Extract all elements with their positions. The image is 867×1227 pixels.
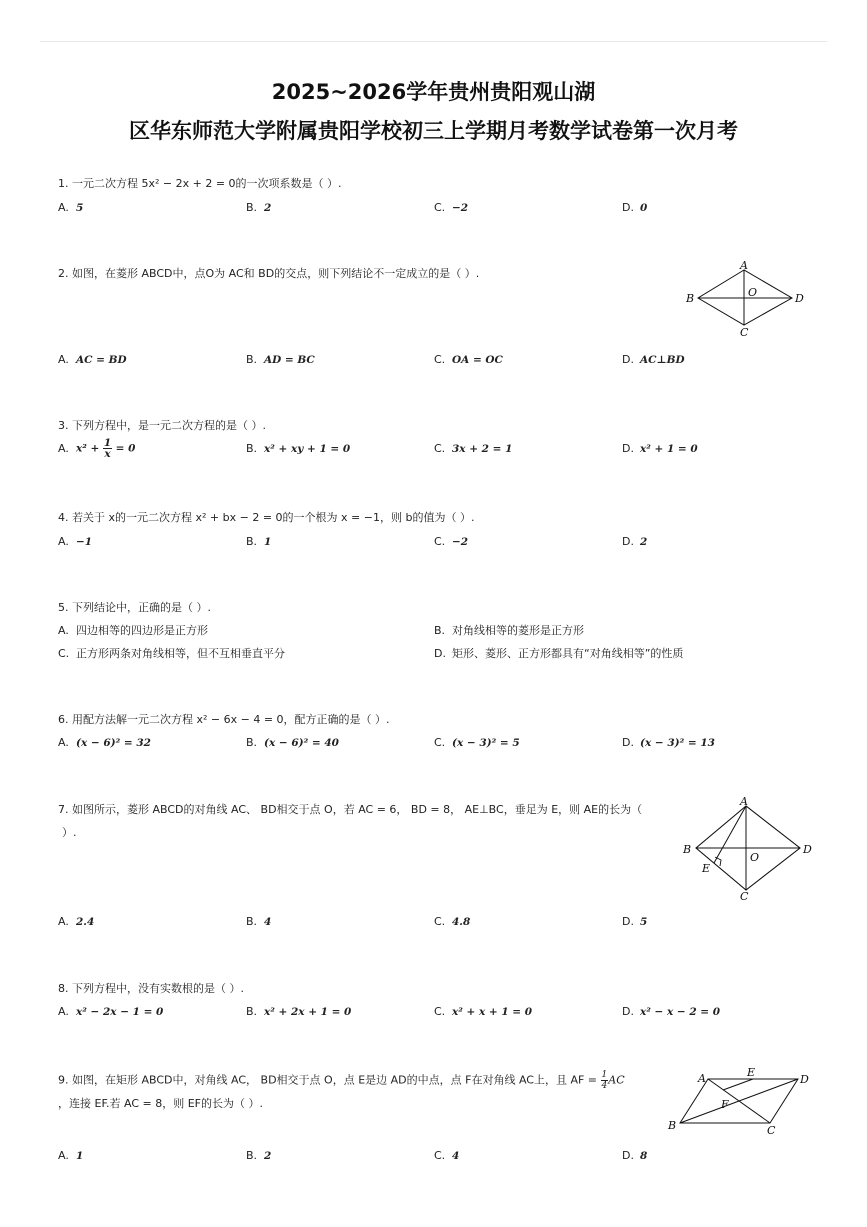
option-value: x² − 2x − 1 = 0 — [76, 1006, 164, 1018]
q9-option-c[interactable] — [434, 1148, 459, 1164]
option-value: AC = BD — [76, 354, 127, 366]
option-letter: B. — [246, 442, 258, 455]
option-value: 2 — [264, 1150, 272, 1162]
q1-option-d[interactable] — [622, 200, 647, 216]
fig9-label-b: B — [668, 1119, 677, 1132]
q2-option-b[interactable] — [246, 352, 315, 368]
fig2-label-d: D — [795, 292, 804, 305]
fig7-label-b: B — [683, 843, 692, 856]
question-9-stem — [58, 1070, 670, 1091]
option-letter: D. — [434, 647, 446, 660]
option-letter: A. — [58, 201, 69, 214]
option-value: 2.4 — [76, 916, 95, 928]
q1-option-b[interactable] — [246, 200, 271, 216]
q5-option-c[interactable] — [58, 646, 285, 662]
option-letter: A. — [58, 441, 69, 455]
q5-option-a[interactable] — [58, 623, 208, 639]
option-letter: C. — [434, 915, 446, 928]
option-value: x² + 2x + 1 = 0 — [264, 1006, 352, 1018]
fig9-label-a: A — [698, 1072, 706, 1085]
option-letter: A. — [58, 1005, 69, 1018]
fig2-label-a: A — [740, 260, 748, 272]
q5-option-b[interactable] — [434, 623, 584, 639]
q3-option-b[interactable] — [246, 441, 350, 457]
option-letter: C. — [434, 201, 446, 214]
q8-option-d[interactable] — [622, 1004, 720, 1020]
question-6-stem: 6. 用配方法解一元二次方程 x² − 6x − 4 = 0，配方正确的是（ ）. — [58, 713, 390, 726]
q9-option-b[interactable] — [246, 1148, 271, 1164]
option-letter: C. — [434, 353, 446, 366]
fig7-label-c: C — [740, 890, 749, 903]
fig7-label-o: O — [750, 851, 760, 864]
q3-option-d[interactable] — [622, 441, 698, 457]
fig7-label-a: A — [740, 795, 748, 808]
page-title-line1: 2025~2026学年贵州贵阳观山湖 — [271, 80, 596, 104]
option-value: −2 — [452, 536, 469, 548]
option-letter: C. — [434, 1149, 446, 1162]
question-4-stem: 4. 若关于 x的一元二次方程 x² + bx − 2 = 0的一个根为 x = −1，则 b的值为（ ）. — [58, 511, 475, 524]
q7-option-a[interactable] — [58, 914, 94, 930]
option-fraction: $\frac{1}{x}$ — [103, 437, 112, 460]
q1-option-a[interactable] — [58, 200, 83, 216]
option-value: −2 — [452, 202, 469, 214]
rhombus-figure-q7 — [676, 793, 816, 905]
question-5-stem: 5. 下列结论中，正确的是（ ）. — [58, 601, 211, 614]
option-value: 2 — [640, 536, 648, 548]
option-value: 5 — [640, 916, 648, 928]
option-value: 对角线相等的菱形是正方形 — [452, 624, 584, 637]
option-letter: D. — [622, 535, 634, 548]
option-value: 矩形、菱形、正方形都具有“对角线相等”的性质 — [452, 647, 684, 660]
q4-option-c[interactable] — [434, 534, 468, 550]
option-value: 5 — [76, 202, 84, 214]
option-value: x² + 1 = 0 — [640, 443, 698, 455]
option-letter: B. — [246, 353, 258, 366]
q9-fraction: $\frac{1}{4}$ — [601, 1070, 608, 1091]
fig2-label-c: C — [740, 326, 749, 339]
option-value: (x − 3)² = 13 — [640, 737, 715, 749]
option-letter: A. — [58, 736, 69, 749]
question-3-stem: 3. 下列方程中，是一元二次方程的是（ ）. — [58, 419, 266, 432]
option-value: AD = BC — [264, 354, 315, 366]
question-9-stem-cont: ，连接 EF.若 AC = 8，则 EF的长为（ ）. — [58, 1097, 263, 1110]
q7-option-d[interactable] — [622, 914, 647, 930]
question-7-stem-cont: ）. — [62, 826, 77, 839]
q4-option-d[interactable] — [622, 534, 647, 550]
option-letter: C. — [434, 442, 446, 455]
rhombus-figure-q2 — [682, 260, 812, 340]
option-value: 0 — [640, 202, 648, 214]
question-7-stem: 7. 如图所示，菱形 ABCD的对角线 AC、 BD相交于点 O，若 AC = 6， BD = 8， AE⊥BC，垂足为 E，则 AE的长为（ — [58, 803, 643, 816]
question-8-stem: 8. 下列方程中，没有实数根的是（ ）. — [58, 982, 244, 995]
fig7-label-e: E — [702, 862, 711, 875]
option-letter: B. — [434, 624, 446, 637]
option-value: x² + xy + 1 = 0 — [264, 443, 351, 455]
option-value: 1 — [76, 1150, 84, 1162]
fig9-label-d: D — [800, 1073, 809, 1086]
option-value: 8 — [640, 1150, 648, 1162]
option-letter: B. — [246, 1005, 258, 1018]
q4-option-a[interactable] — [58, 534, 92, 550]
option-letter: B. — [246, 201, 258, 214]
option-value: 四边相等的四边形是正方形 — [76, 624, 208, 637]
page-title-line2: 区华东师范大学附属贵阳学校初三上学期月考数学试卷第一次月考 — [129, 119, 738, 143]
q3-option-a[interactable] — [58, 438, 135, 459]
option-value: −1 — [76, 536, 93, 548]
option-value-suffix: = 0 — [115, 442, 136, 455]
option-value: 4 — [264, 916, 272, 928]
q6-option-c[interactable] — [434, 735, 520, 751]
q2-option-d[interactable] — [622, 352, 685, 368]
fig2-label-b: B — [686, 292, 695, 305]
option-letter: B. — [246, 736, 258, 749]
option-letter: B. — [246, 535, 258, 548]
q9-option-a[interactable] — [58, 1148, 83, 1164]
option-value: AC⊥BD — [640, 354, 685, 366]
option-letter: C. — [434, 736, 446, 749]
q6-option-b[interactable] — [246, 735, 339, 751]
option-letter: B. — [246, 915, 258, 928]
option-value-prefix: x² + — [76, 442, 100, 455]
q9-option-d[interactable] — [622, 1148, 647, 1164]
q9-stem-text: 9. 如图，在矩形 ABCD中，对角线 AC， BD相交于点 O，点 E是边 AD的中点，点 F在对角线 AC上，且 AF = — [58, 1073, 598, 1087]
option-value: x² − x − 2 = 0 — [640, 1006, 721, 1018]
option-value: (x − 3)² = 5 — [452, 737, 520, 749]
fig9-label-e: E — [747, 1066, 756, 1079]
option-value: 4.8 — [452, 916, 471, 928]
option-letter: C. — [434, 535, 446, 548]
option-letter: A. — [58, 1149, 69, 1162]
option-letter: D. — [622, 736, 634, 749]
option-letter: D. — [622, 1149, 634, 1162]
q2-option-a[interactable] — [58, 352, 127, 368]
option-value: 4 — [452, 1150, 460, 1162]
option-value: (x − 6)² = 32 — [76, 737, 151, 749]
q6-option-d[interactable] — [622, 735, 715, 751]
fig9-label-f: F — [721, 1098, 729, 1111]
option-letter: D. — [622, 201, 634, 214]
option-value: 3x + 2 = 1 — [452, 443, 513, 455]
q6-option-a[interactable] — [58, 735, 151, 751]
question-2-stem: 2. 如图，在菱形 ABCD中，点O为 AC和 BD的交点，则下列结论不一定成立的是（ ）. — [58, 267, 480, 280]
q1-option-c[interactable] — [434, 200, 468, 216]
option-value: OA = OC — [452, 354, 503, 366]
q5-option-d[interactable] — [434, 646, 683, 662]
q7-option-b[interactable] — [246, 914, 271, 930]
q4-option-b[interactable] — [246, 534, 271, 550]
option-letter: A. — [58, 624, 69, 637]
option-letter: D. — [622, 915, 634, 928]
fig9-label-c: C — [767, 1124, 776, 1137]
option-letter: B. — [246, 1149, 258, 1162]
q8-option-c[interactable] — [434, 1004, 532, 1020]
top-divider — [40, 41, 827, 42]
q2-option-c[interactable] — [434, 352, 503, 368]
q7-option-c[interactable] — [434, 914, 470, 930]
parallelogram-figure-q9 — [666, 1063, 816, 1141]
fig2-label-o: O — [748, 286, 758, 299]
q8-option-a[interactable] — [58, 1004, 163, 1020]
option-letter: C. — [58, 647, 70, 660]
option-letter: A. — [58, 535, 69, 548]
fig7-label-d: D — [803, 843, 812, 856]
option-letter: C. — [434, 1005, 446, 1018]
option-value: 1 — [264, 536, 272, 548]
question-1-stem: 1. 一元二次方程 5x² − 2x + 2 = 0的一次项系数是（ ）. — [58, 177, 342, 190]
option-value: 2 — [264, 202, 272, 214]
option-letter: D. — [622, 442, 634, 455]
q9-fraction-after: AC — [608, 1073, 625, 1087]
q3-option-c[interactable] — [434, 441, 512, 457]
option-letter: D. — [622, 1005, 634, 1018]
option-letter: A. — [58, 353, 69, 366]
option-value: x² + x + 1 = 0 — [452, 1006, 533, 1018]
option-letter: A. — [58, 915, 69, 928]
option-letter: D. — [622, 353, 634, 366]
q8-option-b[interactable] — [246, 1004, 351, 1020]
option-value: (x − 6)² = 40 — [264, 737, 339, 749]
option-value: 正方形两条对角线相等，但不互相垂直平分 — [76, 647, 285, 660]
